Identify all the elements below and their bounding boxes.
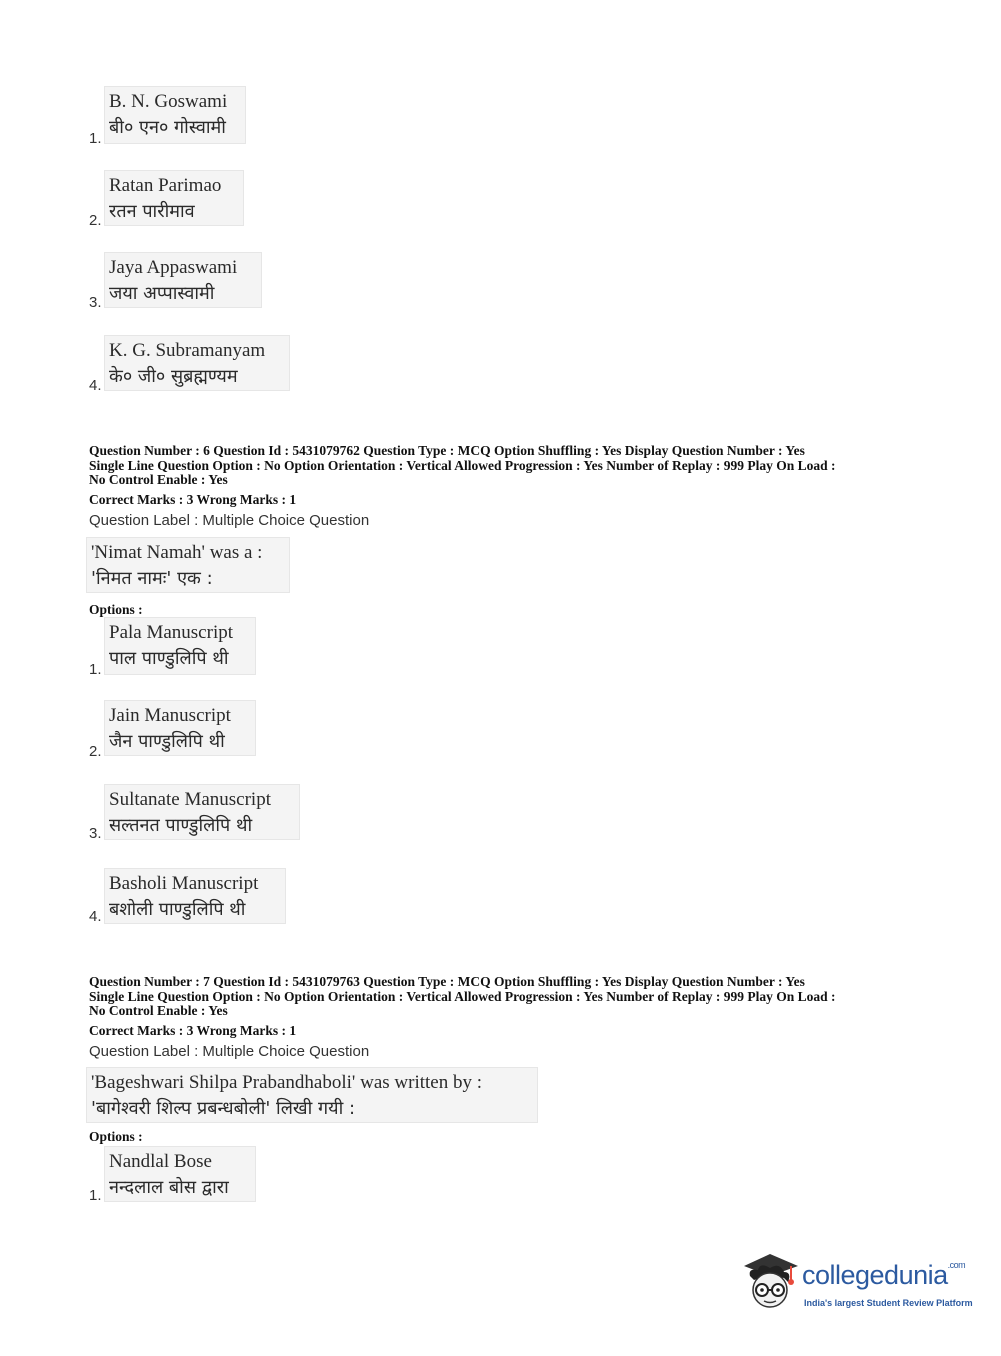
- option-number: 1.: [89, 1187, 102, 1204]
- option-box: [104, 868, 286, 924]
- option-english-text: Sultanate Manuscript: [109, 789, 271, 810]
- option-hindi-text: बशोली पाण्डुलिपि थी: [109, 899, 246, 920]
- option-english-text: Jaya Appaswami: [109, 257, 238, 278]
- option-box: [104, 335, 290, 391]
- question-label: Question Label : Multiple Choice Question: [89, 512, 370, 529]
- metadata-line: Single Line Question Option : No Option Orientation : Vertical Allowed Progression : Yes Number of Replay : 999 Play On Load :: [89, 988, 836, 1004]
- marks-line: Correct Marks : 3 Wrong Marks : 1: [89, 492, 297, 507]
- option-box: [104, 1146, 256, 1202]
- question-metadata: [89, 975, 919, 1019]
- metadata-line: Question Number : 7 Question Id : 5431079763 Question Type : MCQ Option Shuffling : Yes Display Question Number : Yes: [89, 974, 805, 989]
- options-header: Options :: [89, 602, 143, 617]
- collegedunia-logo: [740, 1248, 972, 1318]
- question-text-box: [86, 537, 290, 593]
- brand-tagline: India's largest Student Review Platform: [804, 1298, 973, 1308]
- option-english-text: Nandlal Bose: [109, 1151, 212, 1172]
- option-english-text: B. N. Goswami: [109, 91, 228, 112]
- metadata-line: No Control Enable : Yes: [89, 472, 228, 487]
- brand-name: [802, 1260, 965, 1291]
- metadata-line: Single Line Question Option : No Option Orientation : Vertical Allowed Progression : Yes Number of Replay : 999 Play On Load :: [89, 457, 836, 473]
- option-hindi-text: जैन पाण्डुलिपि थी: [109, 731, 225, 752]
- option-box: [104, 170, 244, 226]
- option-hindi-text: बी० एन० गोस्वामी: [109, 117, 226, 138]
- marks-line: Correct Marks : 3 Wrong Marks : 1: [89, 1023, 297, 1038]
- option-number: 1.: [89, 130, 102, 147]
- option-hindi-text: जया अप्पास्वामी: [109, 283, 215, 304]
- option-number: 2.: [89, 743, 102, 760]
- student-mascot-icon: [740, 1248, 802, 1316]
- option-english-text: Jain Manuscript: [109, 705, 231, 726]
- option-english-text: Basholi Manuscript: [109, 873, 259, 894]
- question-metadata: [89, 444, 919, 488]
- option-box: [104, 617, 256, 675]
- question-english-text: 'Bageshwari Shilpa Prabandhaboli' was written by :: [91, 1072, 482, 1093]
- option-english-text: Ratan Parimao: [109, 175, 222, 196]
- option-number: 4.: [89, 377, 102, 394]
- metadata-line: Question Number : 6 Question Id : 5431079762 Question Type : MCQ Option Shuffling : Yes Display Question Number : Yes: [89, 443, 805, 458]
- option-box: [104, 700, 256, 756]
- option-hindi-text: पाल पाण्डुलिपि थी: [109, 648, 229, 669]
- option-number: 3.: [89, 825, 102, 842]
- option-hindi-text: के० जी० सुब्रह्मण्यम: [109, 366, 238, 387]
- question-english-text: 'Nimat Namah' was a :: [91, 542, 263, 563]
- option-english-text: K. G. Subramanyam: [109, 340, 266, 361]
- brand-suffix: .com: [947, 1260, 966, 1270]
- option-number: 2.: [89, 212, 102, 229]
- question-label: Question Label : Multiple Choice Question: [89, 1043, 370, 1060]
- option-number: 4.: [89, 908, 102, 925]
- option-box: [104, 86, 246, 144]
- question-hindi-text: 'बागेश्वरी शिल्प प्रबन्धबोली' लिखी गयी :: [91, 1098, 356, 1119]
- option-hindi-text: रतन पारीमाव: [109, 201, 195, 222]
- option-box: [104, 252, 262, 308]
- option-english-text: Pala Manuscript: [109, 622, 234, 643]
- option-hindi-text: सल्तनत पाण्डुलिपि थी: [109, 815, 253, 836]
- question-hindi-text: 'निमत नामः' एक :: [91, 568, 213, 589]
- brand-name-text: collegedunia: [802, 1260, 948, 1290]
- metadata-line: No Control Enable : Yes: [89, 1003, 228, 1018]
- option-number: 1.: [89, 661, 102, 678]
- option-box: [104, 784, 300, 840]
- question-text-box: [86, 1067, 538, 1123]
- option-number: 3.: [89, 294, 102, 311]
- option-hindi-text: नन्दलाल बोस द्वारा: [109, 1177, 229, 1198]
- options-header: Options :: [89, 1129, 143, 1144]
